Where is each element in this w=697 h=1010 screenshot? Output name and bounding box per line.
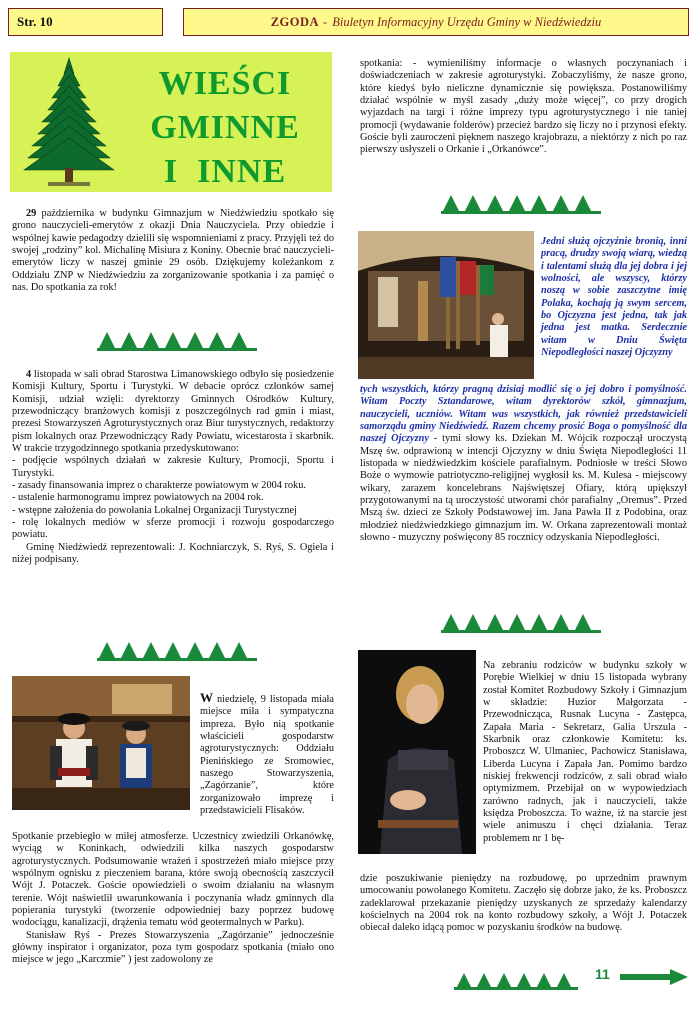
- masthead-box: [183, 8, 689, 36]
- title-line-1: WIEŚCI: [158, 65, 292, 102]
- article-school-committee: [360, 873, 687, 935]
- article-body: dzie poszukiwanie pieniędzy na rozbudowę, po uprzednim prawnym umocowaniu powołanego Komitetu. Zaczęło się dobrze jako, że ks. Proboszcz zadeklarował przekazanie pieniędzy uzyskanych ze sprzedaży kalendarzy kościelnych na 2004 rok na konto rozbudowy szkoły, a Wójt J. Potaczek obiecał daleko idącą pomoc w pozyskaniu środków na budowę.: [360, 873, 687, 934]
- right-arrow-icon: [620, 969, 688, 985]
- article-body: października w budynku Gimnazjum w Niedźwiedziu spotkało się grono nauczycieli-emerytów z okazji Dnia Nauczyciela. Przy obiedzie i wspólnej kawie pedagodzy dzielili się wspomnieniami z pracy. Przyjęli też do swojej „rodziny” kol. Michalinę Misiura z Koniny. Obecnie brać nauczycieli-emerytów liczy w naszej gminie 29 osób. Dziękujemy koleżankom z Oddziału ZNP w Niedźwiedziu za zorganizowanie spotkania i za pamięć o nas. Do spotkania za rok!: [12, 208, 334, 294]
- article-date-number: 4: [26, 369, 32, 380]
- article-agritourism-lead: [200, 692, 334, 817]
- photo-woman-portrait: [358, 650, 476, 854]
- page-label-box: [8, 8, 163, 36]
- tree-row-divider-icon: [441, 193, 601, 215]
- tree-row-divider-icon: [97, 640, 257, 662]
- masthead-separator: -: [323, 14, 328, 29]
- page-number: 11: [595, 966, 610, 982]
- article-commission: [12, 369, 334, 567]
- list-item: - ustalenie harmonogramu imprez powiatowych na 2004 rok.: [12, 492, 264, 504]
- article-agritourism: [12, 831, 334, 967]
- article-school-committee-lead: [483, 660, 687, 845]
- quote-beside-photo: [541, 236, 687, 359]
- article-lead-letter: W: [200, 690, 213, 705]
- photo-church-flags: [358, 231, 534, 379]
- list-item: - wstępne założenia do powołania Lokalnej Organizacji Turystycznej: [12, 504, 297, 516]
- photo-highlanders: [12, 676, 190, 810]
- publication-name: ZGODA: [270, 14, 320, 29]
- article-closing: Stanisław Ryś - Prezes Stowarzyszenia „Zagórzanie” jednocześnie główny inspirator i organizator, poza tym gospodarz spotkania (miało ono miejsce w jego „Karczmie” ) jest zadowolony ze: [12, 929, 334, 966]
- article-body: spotkania: - wymieniliśmy informacje o własnych poczynaniach i doświadczeniach w zakresie agroturystyki. Zobaczyliśmy, że nasze grono, które kiedyś było nieliczne dynamicznie się powiększa. Postanowiliśmy działać wspólnie w myśl zasady „duży może więcej”, co przy drogich wyjazdach na targi i różne imprezy typu agroturystycznego i nie taniej promocji (wydawanie folderów) przecież bardzo się liczy no i przynosi efekty. Goście byli zauroczeni pięknem naszego krajobrazu, a niektórzy z nich po raz pierwszy usłyszeli o Orkanie i „Orkanówce”.: [360, 58, 687, 156]
- tree-row-divider-icon: [454, 971, 584, 991]
- tree-row-divider-icon: [441, 612, 601, 634]
- article-teachers: [12, 208, 334, 294]
- title-line-3: I INNE: [163, 153, 287, 190]
- publication-subtitle: Biuletyn Informacyjny Urzędu Gminy w Niedźwiedziu: [332, 14, 602, 29]
- article-body: Spotkanie przebiegło w miłej atmosferze. Uczestnicy zwiedzili Orkanówkę, wyciąg w Koninkach, odwiedzili kilka naszych gospodarstw agroturystycznych. Podsumowanie wrażeń i spostrzeżeń miało miejsce przy wspólnym ognisku z pieczeniem barana, które swoją obecnością zaszczycił Wójt J. Potaczek. Goście opowiedzieli o swoim działaniu na własnym terenie. Wójt naświetlił uwarunkowania i poczynania władz gminnych dla popierania turystyki (tworzenie odpowiedniej bazy poprzez budowę wodociągu, kanalizacji, drążenia tematu wód geotermalnych w Parku).: [12, 831, 334, 929]
- list-item: - zasady finansowania imprez o charakterze powiatowym w 2004 roku.: [12, 480, 306, 492]
- spruce-tree-icon: [14, 54, 124, 190]
- article-body: - tymi słowy ks. Dziekan M. Wójcik rozpoczął uroczystą Mszę św. odprawioną w intencji Ojczyzny w dniu Święta Niepodległości 11 listopada w niedźwiedzkim kościele parafialnym. Podniosłe w treści Słowo Boże o wymowie patriotyczno-religijnej wygłosił ks. M. Kulesa - miejscowy wikary, zarazem koncelebrans Najświętszej Ofiary, którą upiększył przygotowanymi na tą uroczystość utworami chór parafialny „Oremus”. Przed Mszą św. dzieci ze Szkoły Podstawowej im. Jana Pawła II z Podobina, oraz młodzież niedźwiedzkiego gimnazjum im. W. Orkana zaprezentowali montaż słowno - muzyczny poświęcony 85 rocznicy odzyskania Niepodległości.: [360, 433, 687, 544]
- article-beside-photo: niedzielę, 9 listopada miała miejsce miła i sympatyczna impreza. Było nią spotkanie właścicieli gospodarstw agroturystycznych: Oddziału Pienińskiego ze Sromowiec, naszego Stowarzyszenia, „Zagórzanie”, które zorganizowało imprezę i przedstawicieli Flisaków.: [200, 694, 334, 817]
- article-body: Na zebraniu rodziców w budynku szkoły w Porębie Wielkiej w dniu 15 listopada wybrany został Komitet Rozbudowy Szkoły i Gimnazjum w składzie: Huzior Małgorzata - Przewodnicząca, Rusnak Lucyna - Zastępca, Zapała Maria - Sekretarz, Galia Urszula - Skarbnik oraz członkowie Komitetu: ks. Proboszcz W. Ulmaniec, Pachowicz Stanisława, Liberda Lucyna i Zapała Jan. Pomimo bardzo niskiej frekwencji rodziców, z sali obrad wiało optymizmem. Przebijał on w wypowiedziach zarówno radnych, jak i nauczycieli, także księdza Proboszcza. To ważne, iż na starcie jest wiele animuszu i chęci działania. Teraz problemem nr 1 bę-: [483, 660, 687, 844]
- title-line-2: GMINNE: [150, 109, 300, 146]
- article-intro: listopada w sali obrad Starostwa Limanowskiego odbyło się posiedzenie Komisji Kultury, Sportu i Turystyki. W debacie oprócz członków samej Komisji, udział wzięli: dyrektorzy Gminnych Ośrodków Kultury, przewodniczący branżowych komisji z poszczególnych rad gmin i miast, prezesi Stowarzyszeń Agroturystycznych oraz Biur turystycznych, redaktorzy pism lokalnych oraz Przewodniczący Rady Powiatu, wicestarosta i skarbnik. W trakcie trzygodzinnego spotkania przedyskutowano:: [12, 369, 334, 455]
- page-label: Str. 10: [17, 14, 53, 29]
- section-title-box: [10, 52, 332, 192]
- tree-row-divider-icon: [97, 330, 257, 352]
- list-item: - podjęcie wspólnych działań w zakresie Kultury, Promocji, Sportu i Turystyki.: [12, 455, 334, 479]
- article-independence-day: [360, 384, 687, 544]
- quote-continued: tych wszystkich, którzy pragną dzisiaj modlić się o jej dobro i pomyślność. Witam Poczty Sztandarowe, witam dyrektorów szkół, gimnazjum, nauczycieli, uczniów. Witam was wszystkich, jak również przedstawicieli samorządu gminy Niedźwiedź. Razem chcemy prosić Boga o pomyślność dla naszej Ojczyzny: [360, 384, 687, 445]
- article-agritourism-continued: [360, 58, 687, 157]
- article-date-number: 29: [26, 208, 37, 219]
- section-title: [125, 62, 325, 194]
- list-item: - rolę lokalnych mediów w sferze promocji i rozwoju gospodarczego powiatu.: [12, 517, 334, 541]
- article-closing: Gminę Niedźwiedź reprezentowali: J. Kochniarczyk, S. Ryś, S. Ogiela i niżej podpisany.: [12, 541, 334, 566]
- quote-text: Jedni służą ojczyźnie bronią, inni pracą, drudzy swoją wiarą, wiedzą i talentami służą dla jej dobra i jej wolności, ale wszyscy, którzy noszą w sobie zaszczytne imię Polaka, kochają ją swym sercem, bo Ojczyzna jest jedna, tak jak jedna jest matka. Serdecznie witam w Dniu Święta Niepodległości naszej Ojczyzny: [541, 236, 687, 359]
